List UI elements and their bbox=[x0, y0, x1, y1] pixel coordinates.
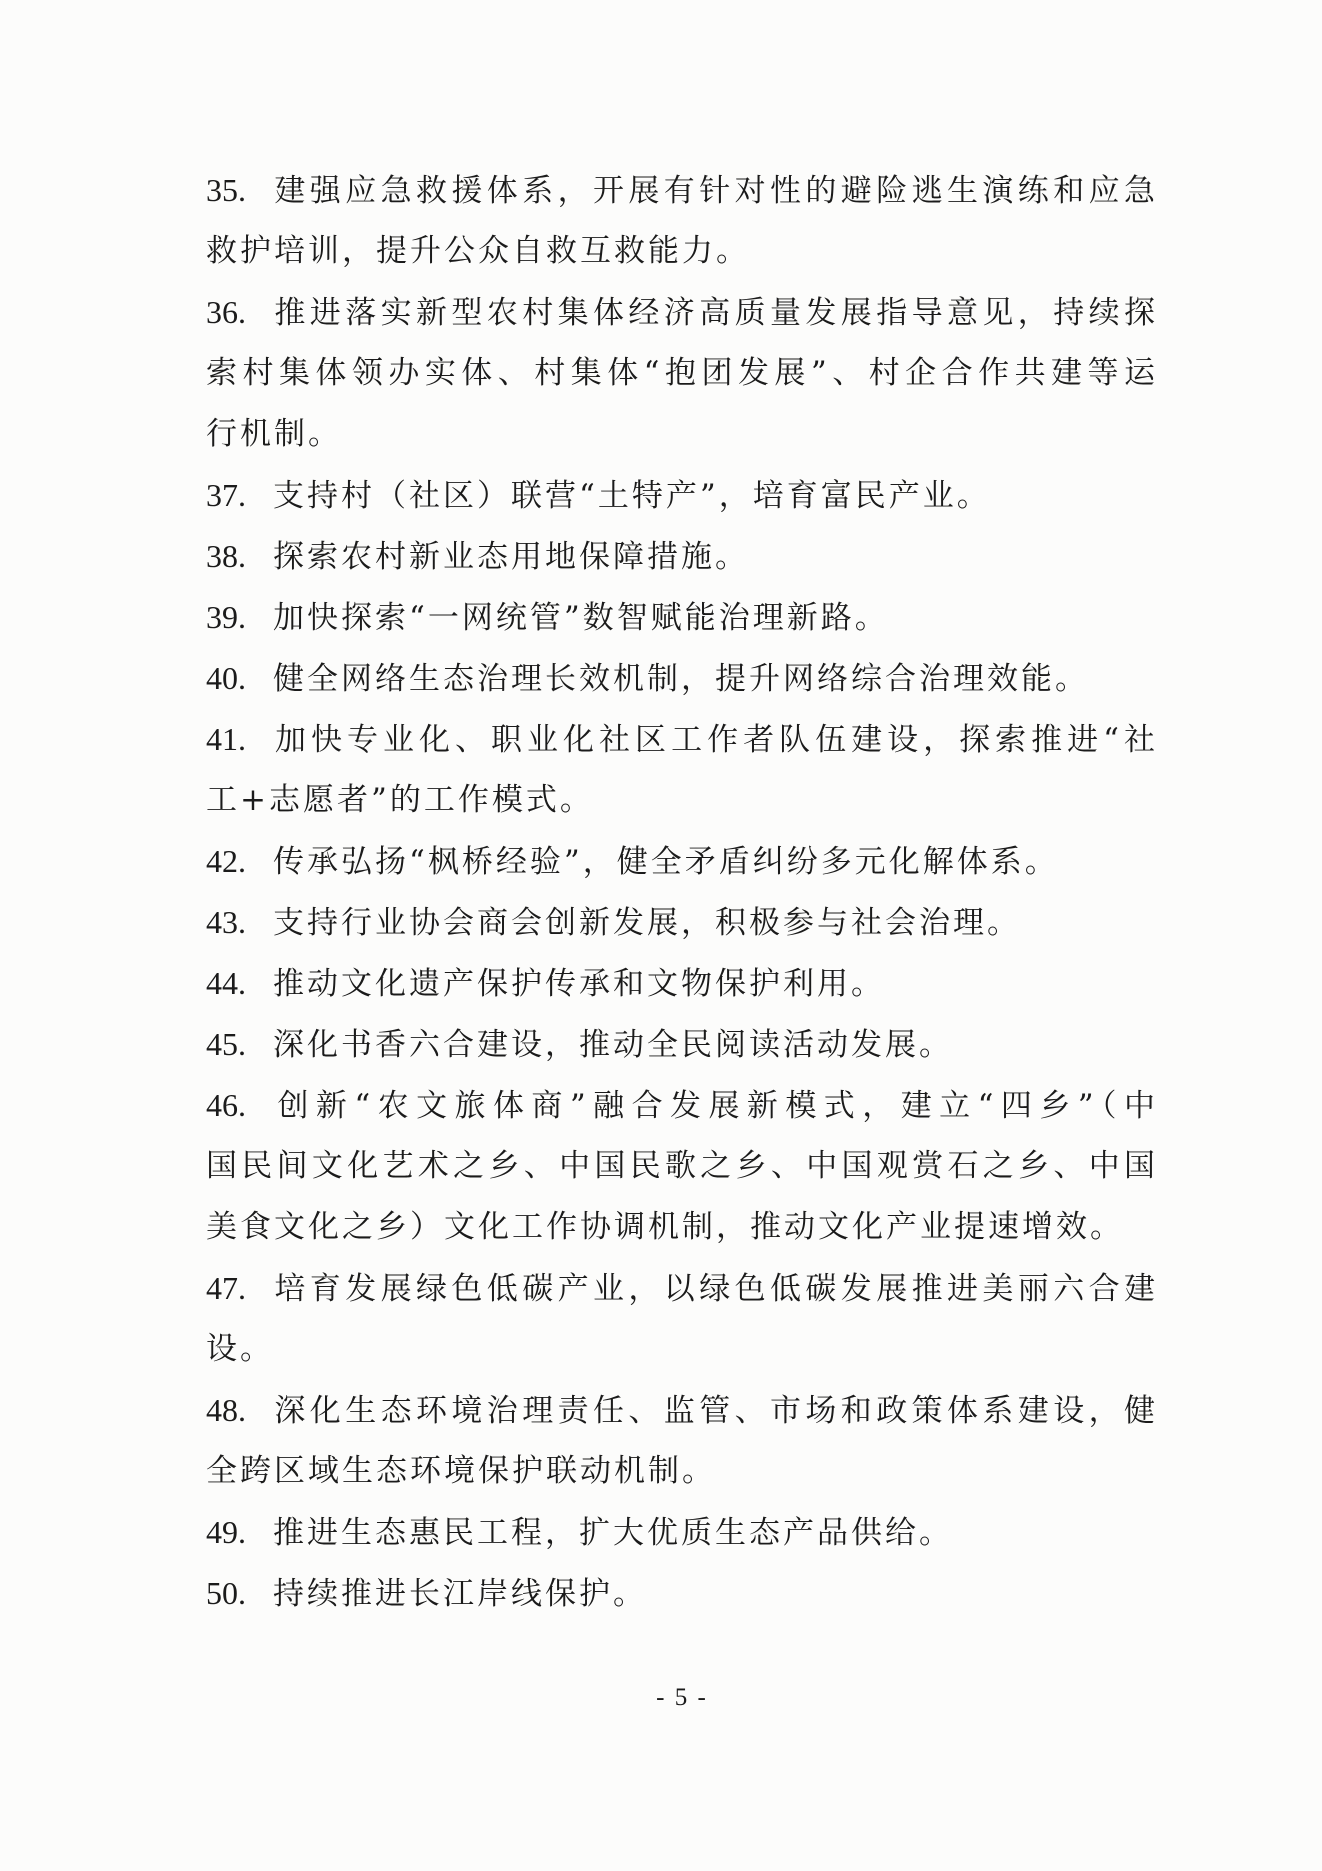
list-item-41 bbox=[206, 709, 1158, 831]
line-text: 行机制。 bbox=[206, 416, 342, 452]
item-number: 37. bbox=[206, 477, 246, 513]
list-item-44 bbox=[206, 953, 1158, 1014]
text-line bbox=[206, 1197, 1158, 1258]
line-text: 加快探索“一网统管”数智赋能治理新路。 bbox=[273, 600, 889, 636]
line-text: 建强应急救援体系，开展有针对性的避险逃生演练和应急 bbox=[273, 173, 1158, 209]
text-line bbox=[206, 1258, 1158, 1319]
text-line bbox=[206, 1136, 1158, 1197]
item-number: 39. bbox=[206, 599, 246, 635]
item-number: 45. bbox=[206, 1026, 246, 1062]
line-text: 深化生态环境治理责任、监管、市场和政策体系建设，健 bbox=[273, 1393, 1158, 1429]
text-line bbox=[206, 526, 1158, 587]
list-item-48 bbox=[206, 1380, 1158, 1502]
page-number: - 5 - bbox=[656, 1684, 708, 1711]
item-number: 43. bbox=[206, 904, 246, 940]
item-number: 40. bbox=[206, 660, 246, 696]
line-text: 推进生态惠民工程，扩大优质生态产品供给。 bbox=[273, 1515, 953, 1551]
text-line bbox=[206, 1380, 1158, 1441]
line-text: 索村集体领办实体、村集体“抱团发展”、村企合作共建等运 bbox=[206, 355, 1158, 391]
line-text: 加快专业化、职业化社区工作者队伍建设，探索推进“社 bbox=[273, 722, 1158, 758]
list-item-46 bbox=[206, 1075, 1158, 1258]
list-item-35 bbox=[206, 160, 1158, 282]
line-text: 创新“农文旅体商”融合发展新模式，建立“四乡”（中 bbox=[273, 1088, 1158, 1124]
item-number: 47. bbox=[206, 1270, 246, 1306]
line-text: 工+志愿者”的工作模式。 bbox=[206, 782, 594, 818]
list-item-42 bbox=[206, 831, 1158, 892]
line-text: 设。 bbox=[206, 1331, 274, 1367]
text-line bbox=[206, 709, 1158, 770]
text-line bbox=[206, 221, 1158, 282]
list-item-38 bbox=[206, 526, 1158, 587]
text-line bbox=[206, 892, 1158, 953]
list-item-47 bbox=[206, 1258, 1158, 1380]
line-text: 推动文化遗产保护传承和文物保护利用。 bbox=[273, 966, 885, 1002]
text-line bbox=[206, 1075, 1158, 1136]
line-text: 传承弘扬“枫桥经验”，健全矛盾纠纷多元化解体系。 bbox=[273, 844, 1059, 880]
text-line bbox=[206, 1563, 1158, 1624]
text-line bbox=[206, 465, 1158, 526]
list-item-50 bbox=[206, 1563, 1158, 1624]
text-line bbox=[206, 404, 1158, 465]
list-item-39 bbox=[206, 587, 1158, 648]
list-item-37 bbox=[206, 465, 1158, 526]
document-body bbox=[206, 160, 1158, 1624]
line-text: 支持村（社区）联营“土特产”，培育富民产业。 bbox=[273, 478, 991, 514]
item-number: 41. bbox=[206, 721, 246, 757]
text-line bbox=[206, 343, 1158, 404]
text-line bbox=[206, 1502, 1158, 1563]
item-number: 48. bbox=[206, 1392, 246, 1428]
text-line bbox=[206, 953, 1158, 1014]
item-number: 35. bbox=[206, 172, 246, 208]
text-line bbox=[206, 1014, 1158, 1075]
text-line bbox=[206, 831, 1158, 892]
list-item-49 bbox=[206, 1502, 1158, 1563]
text-line bbox=[206, 160, 1158, 221]
line-text: 美食文化之乡）文化工作协调机制，推动文化产业提速增效。 bbox=[206, 1209, 1124, 1245]
line-text: 培育发展绿色低碳产业，以绿色低碳发展推进美丽六合建 bbox=[273, 1271, 1158, 1307]
line-text: 探索农村新业态用地保障措施。 bbox=[273, 539, 749, 575]
list-item-43 bbox=[206, 892, 1158, 953]
list-item-45 bbox=[206, 1014, 1158, 1075]
text-line bbox=[206, 587, 1158, 648]
line-text: 健全网络生态治理长效机制，提升网络综合治理效能。 bbox=[273, 661, 1089, 697]
line-text: 推进落实新型农村集体经济高质量发展指导意见，持续探 bbox=[273, 295, 1158, 331]
item-number: 49. bbox=[206, 1514, 246, 1550]
text-line bbox=[206, 1441, 1158, 1502]
line-text: 深化书香六合建设，推动全民阅读活动发展。 bbox=[273, 1027, 953, 1063]
item-number: 36. bbox=[206, 294, 246, 330]
text-line bbox=[206, 648, 1158, 709]
line-text: 救护培训，提升公众自救互救能力。 bbox=[206, 233, 750, 269]
text-line bbox=[206, 1319, 1158, 1380]
item-number: 46. bbox=[206, 1087, 246, 1123]
item-number: 44. bbox=[206, 965, 246, 1001]
list-item-36 bbox=[206, 282, 1158, 465]
text-line bbox=[206, 282, 1158, 343]
text-line bbox=[206, 770, 1158, 831]
line-text: 持续推进长江岸线保护。 bbox=[273, 1576, 647, 1612]
item-number: 42. bbox=[206, 843, 246, 879]
list-item-40 bbox=[206, 648, 1158, 709]
line-text: 支持行业协会商会创新发展，积极参与社会治理。 bbox=[273, 905, 1021, 941]
item-number: 50. bbox=[206, 1575, 246, 1611]
item-number: 38. bbox=[206, 538, 246, 574]
line-text: 国民间文化艺术之乡、中国民歌之乡、中国观赏石之乡、中国 bbox=[206, 1148, 1158, 1184]
line-text: 全跨区域生态环境保护联动机制。 bbox=[206, 1453, 716, 1489]
